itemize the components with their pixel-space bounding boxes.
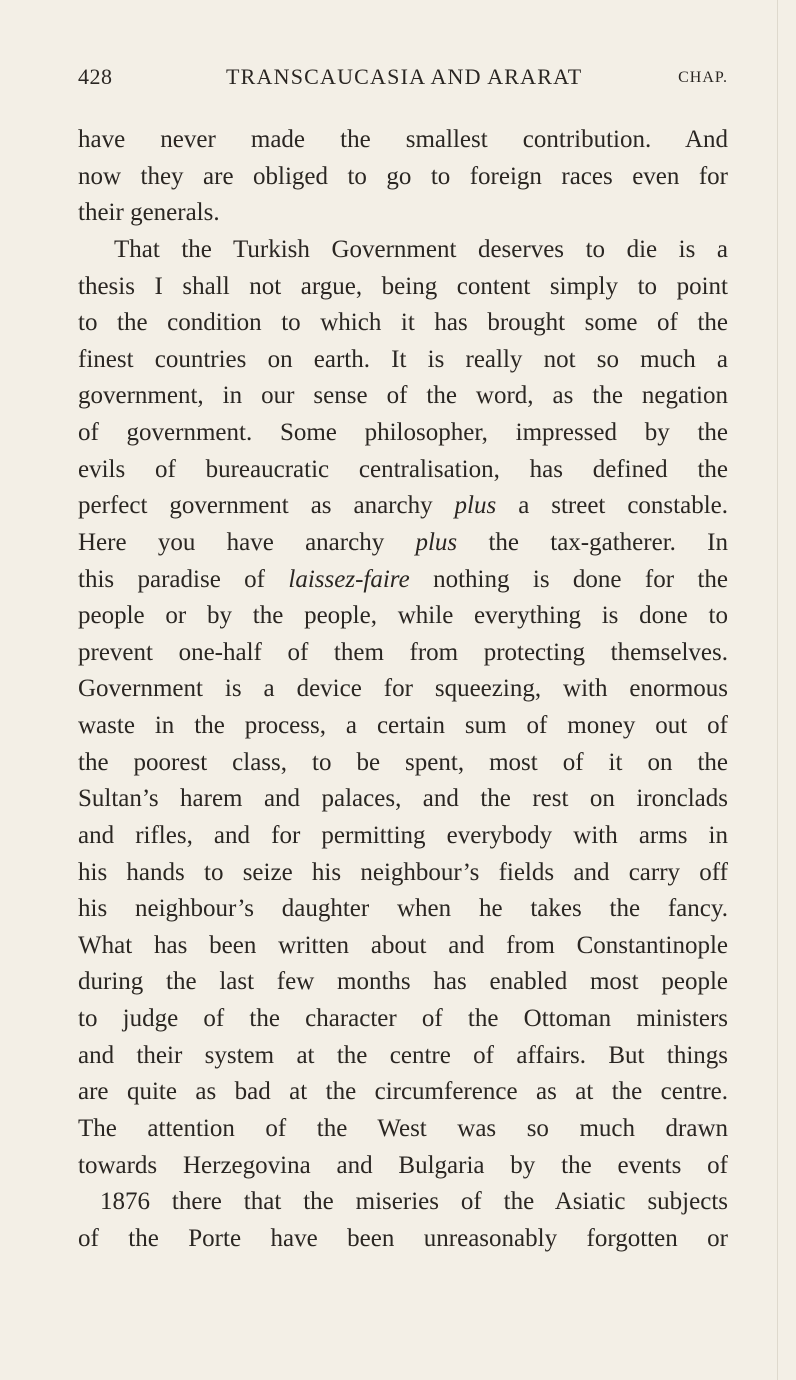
text-segment: his hands to seize his neighbour’s fields and carry off [78,858,728,886]
text-line [78,122,728,159]
book-title: TRANSCAUCASIA AND ARARAT [226,64,583,89]
text-segment: have never made the smallest contribution. And [78,126,728,153]
text-line [78,818,728,855]
text-line [78,452,728,489]
text-line [78,671,728,708]
text-segment: are quite as bad at the circumference as at the centre. [78,1078,728,1106]
body-text [78,122,728,1257]
italic-term: plus [454,492,497,520]
text-line [78,1001,728,1038]
text-segment: during the last few months has enabled most people [78,968,728,996]
text-segment: a street constable. [496,492,728,520]
text-segment: his neighbour’s daughter when he takes the fancy. [78,895,728,923]
text-line [78,635,728,672]
text-line [78,1038,728,1075]
text-line [78,195,728,232]
text-segment: Government is a device for squeezing, with enormous [78,675,728,703]
text-segment: their generals. [78,199,220,227]
text-segment: The attention of the West was so much drawn [78,1114,728,1142]
page-number: 428 [78,64,113,89]
text-segment: the tax-gatherer. In [457,528,728,556]
text-segment: thesis I shall not argue, being content simply to point [78,272,728,300]
italic-term: plus [415,528,458,556]
text-line [78,378,728,415]
text-segment: Here you have anarchy [78,528,416,556]
text-line [78,305,728,342]
text-line [78,781,728,818]
text-segment: this paradise of [78,565,289,593]
text-line [78,415,728,452]
text-line [78,891,728,928]
text-segment: to the condition to which it has brought some of the [78,309,728,337]
text-segment: and their system at the centre of affairs. But things [78,1041,728,1069]
text-line [78,745,728,782]
text-line [78,1184,728,1221]
text-line [78,1111,728,1148]
text-line [78,159,728,196]
text-segment: of government. Some philosopher, impressed by the [78,419,728,446]
chapter-mark: CHAP. [678,69,728,86]
text-line [78,488,728,525]
text-line [78,1148,728,1185]
text-line [78,928,728,965]
text-segment: of the Porte have been unreasonably forgotten or [78,1224,728,1252]
text-line [78,708,728,745]
text-segment: and rifles, and for permitting everybody with arms in [78,821,728,849]
text-line [78,1074,728,1111]
text-line [78,525,728,562]
page-edge [777,0,778,1380]
text-segment: now they are obliged to go to foreign races even for [78,162,728,190]
text-segment: perfect government as anarchy [78,492,455,520]
running-head [78,64,728,94]
text-segment: nothing is done for the [409,565,728,593]
text-segment: people or by the people, while everything is done to [78,602,728,630]
text-segment: Sultan’s harem and palaces, and the rest on ironclads [78,785,728,813]
text-segment: prevent one-half of them from protecting themselves. [78,638,728,666]
text-segment: government, in our sense of the word, as the negation [78,382,728,410]
text-segment: to judge of the character of the Ottoman ministers [78,1005,728,1032]
text-line [78,232,728,269]
text-line [78,598,728,635]
italic-term: laissez-faire [288,565,410,593]
text-line [78,269,728,306]
text-line [78,855,728,892]
text-segment: finest countries on earth. It is really not so much a [78,345,728,373]
text-segment: waste in the process, a certain sum of money out of [78,712,728,739]
text-segment: 1876 there that the miseries of the Asiatic subjects [100,1188,728,1216]
text-line [78,964,728,1001]
text-segment: towards Herzegovina and Bulgaria by the events of [78,1151,728,1179]
text-line [78,1221,728,1258]
text-segment: What has been written about and from Constantinople [78,931,728,959]
text-line [78,342,728,379]
text-line [78,562,728,599]
text-segment: the poorest class, to be spent, most of it on the [78,748,728,776]
text-segment: evils of bureaucratic centralisation, has defined the [78,455,728,483]
text-segment: That the Turkish Government deserves to die is a [114,235,728,263]
